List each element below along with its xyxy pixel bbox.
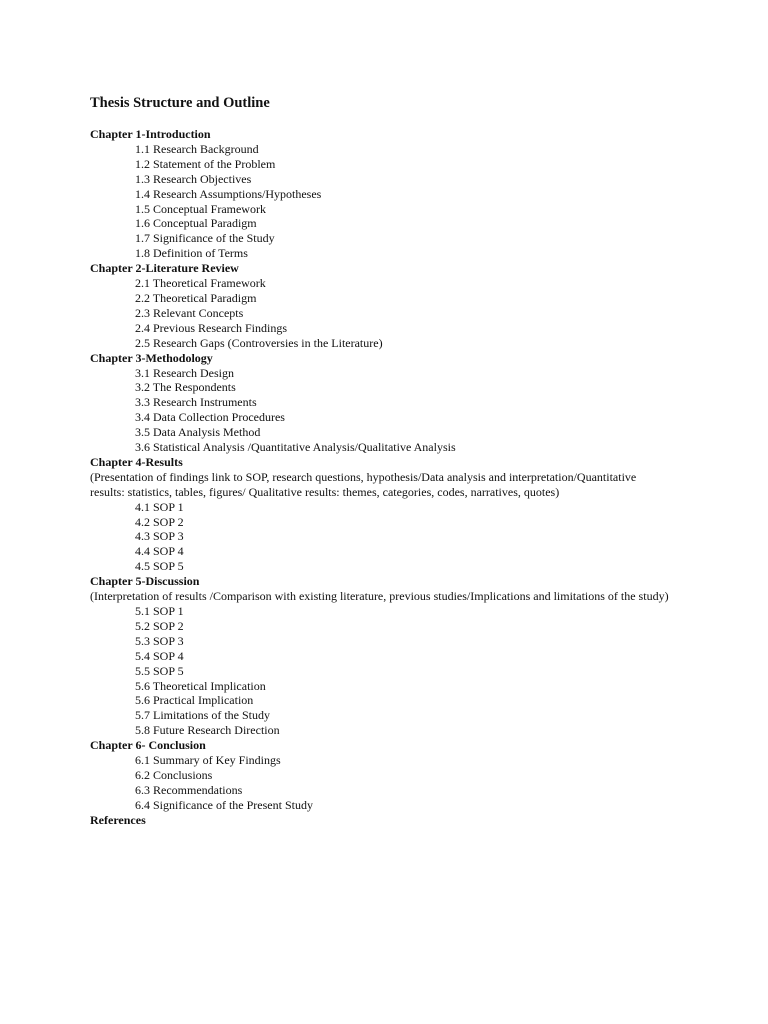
section-item: 6.1 Summary of Key Findings (135, 753, 281, 768)
section-item: 3.6 Statistical Analysis /Quantitative Analysis/Qualitative Analysis (135, 440, 456, 455)
section-item: 5.5 SOP 5 (135, 663, 184, 678)
section-item: 2.5 Research Gaps (Controversies in the Literature) (135, 335, 383, 350)
section-item: 2.1 Theoretical Framework (135, 276, 266, 291)
chapter-heading: Chapter 6- Conclusion (90, 738, 206, 753)
section-item: 1.3 Research Objectives (135, 171, 252, 186)
chapter-block (90, 455, 670, 574)
chapter-heading: Chapter 1-Introduction (90, 127, 211, 141)
chapter-note: (Presentation of findings link to SOP, research questions, hypothesis/Data analysis and interpretation/Quantitative results: statistics, tables, figures/ Qualitative results: themes, categories, codes, narratives, quotes) (90, 469, 637, 499)
chapter-block (90, 127, 670, 261)
section-item: 3.2 The Respondents (135, 380, 236, 395)
chapter-block (90, 351, 670, 455)
chapter-block (90, 261, 670, 350)
section-item: 3.5 Data Analysis Method (135, 425, 261, 440)
chapter-heading: Chapter 2-Literature Review (90, 261, 239, 276)
document-content (90, 93, 670, 828)
section-item: 5.8 Future Research Direction (135, 723, 280, 738)
chapter-heading: Chapter 4-Results (90, 454, 183, 469)
section-item: 1.6 Conceptual Paradigm (135, 216, 257, 231)
section-item: 4.1 SOP 1 (135, 499, 184, 514)
chapter-note: (Interpretation of results /Comparison with existing literature, previous studies/Implications and limitations of the study) (90, 589, 669, 604)
section-item: 1.1 Research Background (135, 141, 259, 156)
section-item: 6.3 Recommendations (135, 782, 243, 797)
section-item: 3.1 Research Design (135, 365, 234, 380)
chapter-heading: Chapter 5-Discussion (90, 574, 200, 589)
section-item: 6.4 Significance of the Present Study (135, 797, 313, 812)
section-item: 2.4 Previous Research Findings (135, 320, 287, 335)
section-item: 4.3 SOP 3 (135, 529, 184, 544)
section-item: 5.4 SOP 4 (135, 648, 184, 663)
section-item: 4.5 SOP 5 (135, 559, 184, 574)
section-item: 5.6 Theoretical Implication (135, 678, 266, 693)
section-item: 1.8 Definition of Terms (135, 246, 248, 261)
section-item: 5.2 SOP 2 (135, 618, 184, 633)
section-item: 5.6 Practical Implication (135, 693, 254, 708)
section-item: 2.2 Theoretical Paradigm (135, 290, 257, 305)
chapter-block (90, 574, 670, 738)
section-item: 3.3 Research Instruments (135, 395, 257, 410)
chapter-heading: Chapter 3-Methodology (90, 350, 213, 365)
section-item: 1.2 Statement of the Problem (135, 156, 276, 171)
section-item: 1.4 Research Assumptions/Hypotheses (135, 186, 322, 201)
section-item: 5.7 Limitations of the Study (135, 708, 270, 723)
section-item: 4.4 SOP 4 (135, 544, 184, 559)
section-item: 3.4 Data Collection Procedures (135, 410, 285, 425)
section-item: 1.5 Conceptual Framework (135, 201, 266, 216)
document-title: Thesis Structure and Outline (90, 95, 270, 111)
chapter-block (90, 738, 670, 813)
section-item: 6.2 Conclusions (135, 767, 213, 782)
section-item: 1.7 Significance of the Study (135, 231, 275, 246)
thesis-outline (90, 127, 670, 828)
references-heading: References (90, 812, 146, 827)
section-item: 5.3 SOP 3 (135, 633, 184, 648)
section-item: 2.3 Relevant Concepts (135, 305, 244, 320)
section-item: 5.1 SOP 1 (135, 604, 184, 618)
section-item: 4.2 SOP 2 (135, 514, 184, 529)
